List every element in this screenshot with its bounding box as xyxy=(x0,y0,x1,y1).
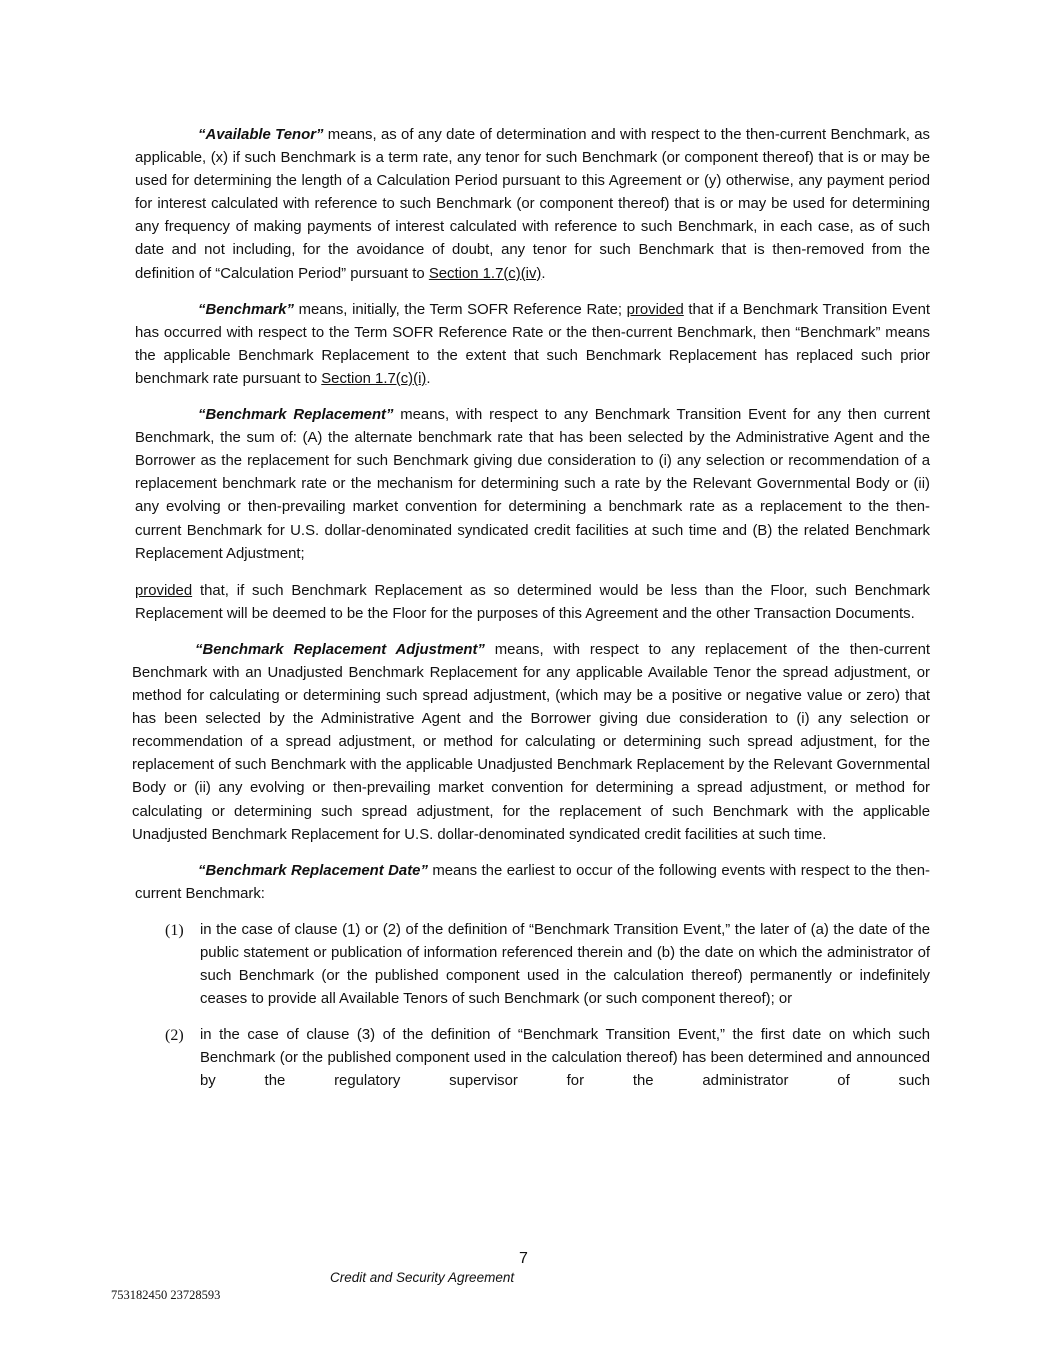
list-number: (1) xyxy=(165,921,184,939)
document-id: 753182450 23728593 xyxy=(111,1288,221,1302)
definition-available-tenor xyxy=(135,124,930,286)
definition-text: . xyxy=(426,370,431,387)
footer-title: Credit and Security Agreement xyxy=(330,1270,515,1285)
list-item xyxy=(165,919,930,1011)
defined-term: “Benchmark Replacement” xyxy=(198,407,394,424)
defined-term: “Benchmark” xyxy=(198,301,294,318)
definition-text: that, if such Benchmark Replacement as so determined would be less than the Floor, such Benchmark Replacement will be deemed to be the Floor for the purposes of this Agreement and the other Transaction Documents. xyxy=(135,582,930,622)
list-text: in the case of clause (1) or (2) of the definition of “Benchmark Transition Event,” the later of (a) the date of the public statement or publication of information referenced therein and (b) the date on which the administrator of such Benchmark (or the published component used in the calculation thereof) permanently or indefinitely ceases to provide all Available Tenors of such Benchmark (or such component thereof); or xyxy=(200,921,930,1008)
document-body xyxy=(132,124,931,1107)
definition-benchmark xyxy=(135,299,930,391)
defined-term: “Benchmark Replacement Adjustment” xyxy=(195,641,485,658)
page-number: 7 xyxy=(519,1250,528,1267)
list-item xyxy=(165,1024,930,1093)
definition-text: means, as of any date of determination and with respect to the then-current Benchmark, as applicable, (x) if such Benchmark is a term rate, any tenor for such Benchmark (or component thereof) that is or may be used for determining the length of a Calculation Period pursuant to this Agreement or (y) otherwise, any payment period for interest calculated with reference to such Benchmark (or component thereof) that is or may be used for determining any frequency of making payments of interest calculated with reference to such Benchmark, in each case, as of such date and not including, for the avoidance of doubt, any tenor for such Benchmark that is then-removed from the definition of “Calculation Period” pursuant to xyxy=(135,127,930,282)
defined-term: “Available Tenor” xyxy=(198,127,324,143)
list-number: (2) xyxy=(165,1027,184,1045)
definition-text: means the earliest to occur of the following events with respect to the then-current Benchmark: xyxy=(135,862,931,902)
definition-text: means, with respect to any Benchmark Transition Event for any then current Benchmark, the sum of: (A) the alternate benchmark rate that has been selected by the Administrative Agent and the Borrower as the replacement for such Benchmark giving due consideration to (i) any selection or recommendation of a replacement benchmark rate or the mechanism for determining such a rate by the Relevant Governmental Body or (ii) any evolving or then-prevailing market convention for determining a benchmark rate as a replacement to the then-current Benchmark for U.S. dollar-denominated syndicated credit facilities at such time and (B) the related Benchmark Replacement Adjustment; xyxy=(135,407,930,562)
definition-benchmark-replacement-adjustment xyxy=(132,639,930,847)
definition-benchmark-replacement xyxy=(135,404,930,566)
defined-term: “Benchmark Replacement Date” xyxy=(198,862,428,879)
definition-text: . xyxy=(541,265,546,282)
definition-text: means, with respect to any replacement of the then-current Benchmark with an Unadjusted Benchmark Replacement for any applicable Available Tenor the spread adjustment, or method for calculating or determining such spread adjustment, (which may be a positive or negative value or zero) that has been selected by the Administrative Agent and the Borrower giving due consideration to (i) any selection or recommendation of a spread adjustment, or method for calculating or determining such spread adjustment, for the replacement of such Benchmark with the applicable Unadjusted Benchmark Replacement by the Relevant Governmental Body or (ii) any evolving or then-prevailing market convention for determining a spread adjustment, or method for calculating or determining such spread adjustment, for the replacement of such Benchmark with the applicable Unadjusted Benchmark Replacement for U.S. dollar-denominated syndicated credit facilities at such time. xyxy=(132,641,930,843)
definition-text: that if a Benchmark Transition Event has occurred with respect to the Term SOFR Reference Rate or the then-current Benchmark, then “Benchmark” means the applicable Benchmark Replacement to the extent that such Benchmark Replacement has replaced such prior benchmark rate pursuant to xyxy=(135,301,930,387)
definition-text: means, initially, the Term SOFR Reference Rate; xyxy=(294,301,627,318)
section-reference: Section 1.7(c)(iv) xyxy=(428,265,542,282)
proviso-underlined: provided xyxy=(135,582,193,599)
proviso-underlined: provided xyxy=(626,301,684,318)
section-reference: Section 1.7(c)(i) xyxy=(321,370,427,387)
list-text: in the case of clause (3) of the definition of “Benchmark Transition Event,” the first date on which such Benchmark (or the published component used in the calculation thereof) has been determined and announced by the regulatory supervisor for the administrator of such xyxy=(200,1027,930,1090)
proviso-paragraph xyxy=(135,580,930,626)
definition-benchmark-replacement-date xyxy=(135,860,930,906)
